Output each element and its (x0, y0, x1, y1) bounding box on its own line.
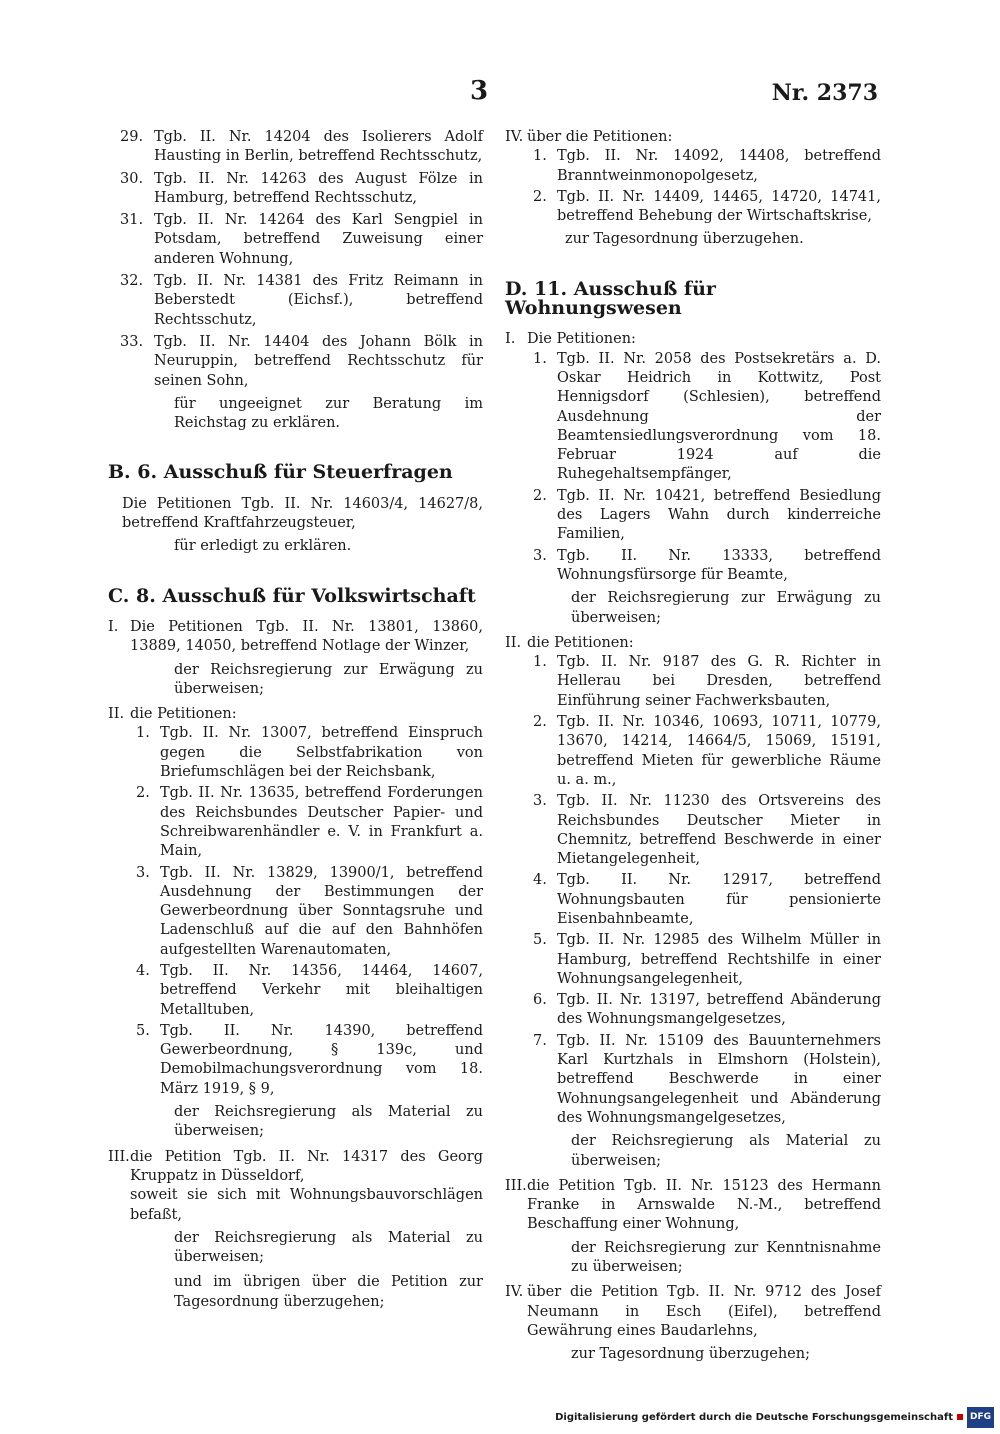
decision-text: zur Tagesordnung überzugehen. (565, 231, 804, 248)
list-item: 1. Tgb. II. Nr. 2058 des Postsekretärs a. D. Oskar Heidrich in Kottwitz, Post Hennigsdorf (Schlesien), betreffend Ausdehnung der Beamtensiedlungsverordnung vom 18. Februar 1924 auf die Ruhegehaltsempfänger, (533, 350, 881, 483)
roman-item: II. die Petitionen: (108, 706, 237, 723)
list-item: 3. Tgb. II. Nr. 13829, 13900/1, betreffend Ausdehnung der Bestimmungen der Gewerbeordnung über Sonntagsruhe und Ladenschluß auf die auf den Bahnhöfen aufgestellten Warenautomaten, (136, 864, 483, 958)
list-item: 7. Tgb. II. Nr. 15109 des Bauunternehmers Karl Kurtzhals in Elmshorn (Holstein), betreffend Beschwerde in einer Wohnungsangelegenheit und Abänderung des Wohnungsmangelgesetzes, (533, 1032, 881, 1126)
list-item: 4. Tgb. II. Nr. 14356, 14464, 14607, betreffend Verkehr mit bleihaltigen Metalltuben, (136, 962, 483, 1018)
decision-text: für erledigt zu erklären. (174, 538, 352, 555)
list-item: 5. Tgb. II. Nr. 12985 des Wilhelm Müller in Hamburg, betreffend Rechtshilfe in einer Wohnungsangelegenheit, (533, 932, 881, 987)
decision-text: der Reichsregierung als Material zu überweisen; (571, 1133, 881, 1169)
list-item: 33. Tgb. II. Nr. 14404 des Johann Bölk in Neuruppin, betreffend Rechtsschutz für seinen Sohn, (120, 333, 483, 389)
list-item: 1. Tgb. II. Nr. 14092, 14408, betreffend Branntweinmonopolgesetz, (533, 148, 881, 184)
list-item: 2. Tgb. II. Nr. 10346, 10693, 10711, 10779, 13670, 14214, 14664/5, 15069, 15191, betreffend Mieten für gewerbliche Räume u. a. m., (533, 714, 881, 788)
list-item: 32. Tgb. II. Nr. 14381 des Fritz Reimann in Beberstedt (Eichsf.), betreffend Rechtsschutz, (120, 273, 483, 328)
section-heading-c: C. 8. Ausschuß für Volkswirtschaft (108, 584, 476, 607)
list-item: 29. Tgb. II. Nr. 14204 des Isolierers Adolf Hausting in Berlin, betreffend Rechtsschutz, (120, 129, 483, 165)
footer-text: Digitalisierung gefördert durch die Deutsche Forschungsgemeinschaft (555, 1411, 953, 1423)
list-item: 2. Tgb. II. Nr. 10421, betreffend Besiedlung des Lagers Wahn durch kinderreiche Familien, (533, 487, 881, 543)
list-item: 30. Tgb. II. Nr. 14263 des August Fölze in Hamburg, betreffend Rechtsschutz, (120, 170, 483, 206)
roman-item: IV. über die Petitionen: (505, 129, 673, 145)
decision-text: der Reichsregierung als Material zu überweisen; (174, 1229, 483, 1266)
list-item: 1. Tgb. II. Nr. 13007, betreffend Einspruch gegen die Selbstfabrikation von Briefumschlägen bei der Reichsbank, (136, 725, 483, 781)
decision-text: für ungeeignet zur Beratung im Reichstag zu erklären. (174, 395, 483, 432)
decision-text: der Reichsregierung zur Erwägung zu überweisen; (571, 590, 881, 626)
paragraph: soweit sie sich mit Wohnungsbauvorschlägen befaßt, (130, 1187, 483, 1223)
left-column (108, 128, 483, 1318)
roman-item: I. Die Petitionen: (505, 331, 636, 348)
document-number: Nr. 2373 (771, 80, 878, 106)
decision-text: der Reichsregierung zur Kenntnisnahme zu überweisen; (571, 1239, 881, 1276)
list-item: 1. Tgb. II. Nr. 9187 des G. R. Richter in Hellerau bei Dresden, betreffend Einführung seiner Fachwerksbauten, (533, 654, 881, 709)
decision-text: zur Tagesordnung überzugehen; (571, 1346, 810, 1363)
paragraph: Die Petitionen Tgb. II. Nr. 14603/4, 14627/8, betreffend Kraftfahrzeugsteuer, (122, 495, 483, 532)
decision-text: der Reichsregierung zur Erwägung zu überweisen; (174, 661, 483, 697)
footer-credit (555, 1407, 994, 1428)
list-item: 2. Tgb. II. Nr. 13635, betreffend Forderungen des Reichsbundes Deutscher Papier- und Schreibwarenhändler e. V. in Frankfurt a. Main, (136, 785, 483, 860)
list-item: 5. Tgb. II. Nr. 14390, betreffend Gewerbeordnung, § 139c, und Demobilmachungsverordnung vom 18. März 1919, § 9, (136, 1022, 483, 1097)
decision-text: der Reichsregierung als Material zu überweisen; (174, 1104, 483, 1140)
dfg-dot-icon (957, 1414, 963, 1420)
list-item: 31. Tgb. II. Nr. 14264 des Karl Sengpiel in Potsdam, betreffend Zuweisung einer anderen Wohnung, (120, 212, 483, 267)
section-heading-b: B. 6. Ausschuß für Steuerfragen (108, 461, 453, 484)
list-item: 6. Tgb. II. Nr. 13197, betreffend Abänderung des Wohnungsmangelgesetzes, (533, 992, 881, 1028)
list-item: 4. Tgb. II. Nr. 12917, betreffend Wohnungsbauten für pensionierte Eisenbahnbeamte, (533, 872, 881, 927)
decision-text: und im übrigen über die Petition zur Tagesordnung überzugehen; (174, 1274, 483, 1310)
roman-item: III. die Petition Tgb. II. Nr. 14317 des Georg Kruppatz in Düsseldorf, (108, 1148, 483, 1184)
page-number: 3 (470, 76, 489, 106)
section-heading-d: D. 11. Ausschuß für Wohnungswesen (505, 277, 716, 320)
right-column (505, 128, 881, 1371)
roman-item: II. die Petitionen: (505, 634, 634, 651)
list-item: 3. Tgb. II. Nr. 13333, betreffend Wohnungsfürsorge für Beamte, (533, 547, 881, 583)
list-item: 3. Tgb. II. Nr. 11230 des Ortsvereins des Reichsbundes Deutscher Mieter in Chemnitz, betreffend Beschwerde in einer Mietangelegenheit, (533, 793, 881, 868)
roman-item: I. Die Petitionen Tgb. II. Nr. 13801, 13860, 13889, 14050, betreffend Notlage der Winzer, (108, 618, 483, 655)
roman-item: IV. über die Petition Tgb. II. Nr. 9712 des Josef Neumann in Esch (Eifel), betreffend Gewährung eines Baudarlehns, (505, 1284, 881, 1339)
list-item: 2. Tgb. II. Nr. 14409, 14465, 14720, 14741, betreffend Behebung der Wirtschaftskrise, (533, 188, 881, 225)
dfg-logo: DFG (967, 1407, 994, 1428)
roman-item: III. die Petition Tgb. II. Nr. 15123 des Hermann Franke in Arnswalde N.-M., betreffend Beschaffung einer Wohnung, (505, 1177, 881, 1233)
